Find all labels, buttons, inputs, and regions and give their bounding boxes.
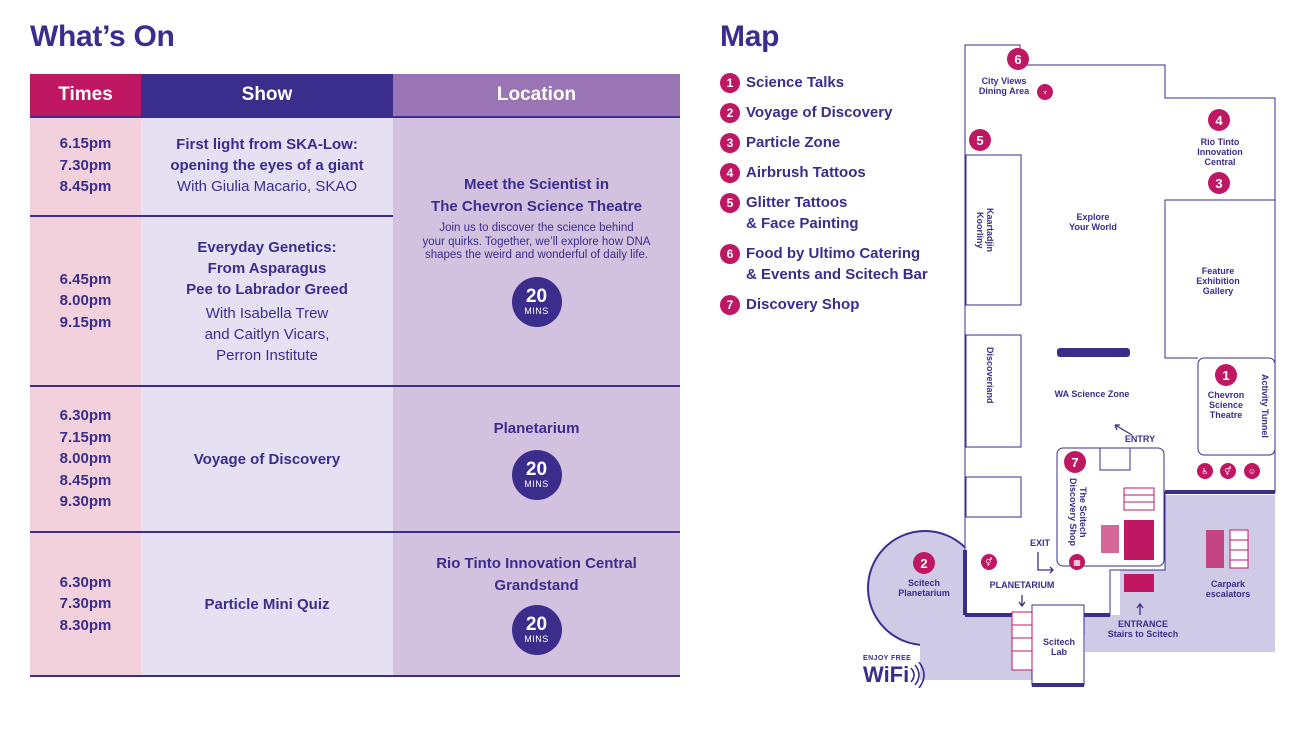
label-city-views xyxy=(966,76,1042,96)
duration-badge xyxy=(512,605,562,655)
legend-number: 6 xyxy=(720,244,740,264)
location-name: The Chevron Science Theatre xyxy=(431,198,642,216)
label-text: The Scitech Discovery Shop xyxy=(1068,477,1088,547)
label-discovery-shop xyxy=(1068,474,1088,550)
label-activity-tunnel xyxy=(1260,368,1270,444)
legend-number: 5 xyxy=(720,193,740,213)
label-text: Chevron Science Theatre xyxy=(1207,390,1245,420)
description-line: Join us to discover the science behind xyxy=(439,222,634,235)
legend-number: 2 xyxy=(720,103,740,123)
lockers-icon: ▦ xyxy=(1069,554,1085,570)
show-presenter: Perron Institute xyxy=(216,346,318,364)
label-text: Carpark escalators xyxy=(1205,579,1251,599)
time: 8.45pm xyxy=(59,471,112,489)
show-title: Everyday Genetics: xyxy=(197,238,337,256)
label-kaartadjin xyxy=(975,195,995,265)
show-presenter: With Isabella Trew xyxy=(205,304,329,322)
legend-label: Particle Zone xyxy=(746,134,841,151)
map-pin-7: 7 xyxy=(1064,451,1086,473)
time: 8.00pm xyxy=(59,292,112,310)
description-line: shapes the weird and wonderful of daily life. xyxy=(424,249,649,262)
duration-badge xyxy=(512,450,562,500)
legend-label: & Face Painting xyxy=(746,215,859,232)
header-location: Location xyxy=(393,74,680,116)
header-times: Times xyxy=(30,74,141,116)
label-text: ENTRANCE Stairs to Scitech xyxy=(1107,619,1179,639)
show-title: Pee to Labrador Greed xyxy=(186,280,348,298)
duration-unit: MINS xyxy=(524,634,549,644)
label-text: City Views Dining Area xyxy=(978,76,1030,96)
map-title: Map xyxy=(720,20,780,53)
legend-number: 4 xyxy=(720,163,740,183)
time: 6.30pm xyxy=(59,573,112,591)
label-rio-tinto xyxy=(1182,137,1258,167)
label-text: PLANETARIUM xyxy=(989,580,1055,590)
show-title: From Asparagus xyxy=(207,259,327,277)
location-name: Rio Tinto Innovation Central xyxy=(436,555,637,572)
label-text: Activity Tunnel xyxy=(1260,374,1270,438)
map-pin-4: 4 xyxy=(1208,109,1230,131)
schedule-table xyxy=(30,74,680,677)
label-carpark xyxy=(1190,579,1266,599)
entrance-stairs xyxy=(1124,574,1154,592)
show-presenter: and Caitlyn Vicars, xyxy=(204,325,330,343)
label-chevron-theatre xyxy=(1200,390,1252,420)
map-pin-3: 3 xyxy=(1208,172,1230,194)
row-4-times xyxy=(30,533,141,675)
label-scitech-planetarium xyxy=(886,578,962,598)
label-text: EXIT xyxy=(1029,538,1050,548)
time: 7.30pm xyxy=(59,595,112,613)
accessible-toilet-icon: ♿ xyxy=(1197,463,1213,479)
location-name: Planetarium xyxy=(493,420,580,437)
duration-unit: MINS xyxy=(524,305,549,316)
wifi-text: WiFi xyxy=(863,662,910,687)
label-text: Kaartadjin Koorliny xyxy=(975,207,995,252)
label-feature-gallery xyxy=(1180,266,1256,296)
legend-label: Science Talks xyxy=(746,74,845,91)
legend-label: Airbrush Tattoos xyxy=(746,164,866,181)
duration-number: 20 xyxy=(525,614,548,635)
label-discoveriand xyxy=(985,340,995,410)
show-title: First light from SKA-Low: xyxy=(176,136,358,153)
location-name: Meet the Scientist in xyxy=(463,176,610,194)
legend-number: 3 xyxy=(720,133,740,153)
map-pin-6: 6 xyxy=(1007,48,1029,70)
label-text: Explore Your World xyxy=(1069,212,1117,232)
map-pin-2: 2 xyxy=(913,552,935,574)
toilets-icon: ⚥ xyxy=(1220,463,1236,479)
location-rio-tinto xyxy=(393,533,680,675)
baby-change-icon: ☺ xyxy=(1244,463,1260,479)
time: 6.15pm xyxy=(59,135,112,153)
show-title: opening the eyes of a giant xyxy=(170,157,364,174)
time: 6.30pm xyxy=(59,407,112,425)
row-2-show xyxy=(141,217,393,385)
wifi-icon xyxy=(909,662,925,688)
time: 8.30pm xyxy=(59,616,112,634)
legend-label: Voyage of Discovery xyxy=(746,104,893,121)
label-entrance xyxy=(1096,619,1190,639)
row-1-show xyxy=(141,116,393,215)
time: 7.15pm xyxy=(59,428,112,446)
label-planetarium-door xyxy=(984,580,1060,590)
toilets-icon: ⚥ xyxy=(981,554,997,570)
header-show: Show xyxy=(141,74,393,116)
location-description xyxy=(423,222,651,263)
time: 6.45pm xyxy=(59,270,112,288)
label-wa-science-zone xyxy=(1040,389,1144,399)
map-pin-1: 1 xyxy=(1215,364,1237,386)
duration-number: 20 xyxy=(525,285,548,307)
row-3-times xyxy=(30,387,141,531)
planetarium-stairs xyxy=(1012,612,1032,670)
row-divider xyxy=(30,531,680,533)
legend-label: Glitter Tattoos xyxy=(746,194,848,211)
map-pin-5: 5 xyxy=(969,129,991,151)
show-presenter: With Giulia Macario, SKAO xyxy=(176,178,358,195)
location-name: Grandstand xyxy=(494,577,579,594)
label-exit xyxy=(1026,538,1054,548)
time: 8.45pm xyxy=(59,178,112,196)
time: 9.15pm xyxy=(59,313,112,331)
display-bar xyxy=(1057,348,1130,357)
legend-label: Food by Ultimo Catering xyxy=(746,245,921,262)
label-entry xyxy=(1120,434,1160,444)
row-4-show xyxy=(141,533,393,675)
location-planetarium xyxy=(393,387,680,531)
duration-badge xyxy=(512,277,562,327)
time: 7.30pm xyxy=(59,156,112,174)
whats-on-title: What’s On xyxy=(30,20,175,53)
location-chevron-theatre xyxy=(393,116,680,385)
label-text: Scitech Lab xyxy=(1042,637,1075,657)
label-scitech-lab xyxy=(1034,637,1084,657)
dining-icon: ♆ xyxy=(1037,84,1053,100)
row-2-times xyxy=(30,217,141,385)
legend-label: Discovery Shop xyxy=(746,296,860,313)
wifi-badge xyxy=(863,655,925,688)
label-text: WA Science Zone xyxy=(1054,389,1130,399)
time: 8.00pm xyxy=(59,450,112,468)
row-divider xyxy=(30,385,680,387)
label-text: Discoveriand xyxy=(985,346,995,404)
show-title: Particle Mini Quiz xyxy=(204,595,330,613)
row-divider xyxy=(30,116,680,118)
legend-label: & Events and Scitech Bar xyxy=(746,266,928,283)
row-divider xyxy=(30,215,393,217)
duration-number: 20 xyxy=(525,459,548,480)
label-text: Rio Tinto Innovation Central xyxy=(1197,137,1243,167)
row-1-times xyxy=(30,116,141,215)
wifi-caption: ENJOY FREE xyxy=(863,655,912,662)
duration-unit: MINS xyxy=(524,479,549,489)
row-divider xyxy=(30,675,680,677)
row-3-show xyxy=(141,387,393,531)
legend-number: 7 xyxy=(720,295,740,315)
label-explore xyxy=(1055,212,1131,232)
description-line: your quirks. Together, we’ll explore how DNA xyxy=(422,235,651,248)
label-text: Scitech Planetarium xyxy=(898,578,950,598)
time: 9.30pm xyxy=(59,493,112,511)
show-title: Voyage of Discovery xyxy=(193,450,341,468)
legend-number: 1 xyxy=(720,73,740,93)
label-text: ENTRY xyxy=(1124,434,1156,444)
label-text: Feature Exhibition Gallery xyxy=(1196,266,1240,296)
